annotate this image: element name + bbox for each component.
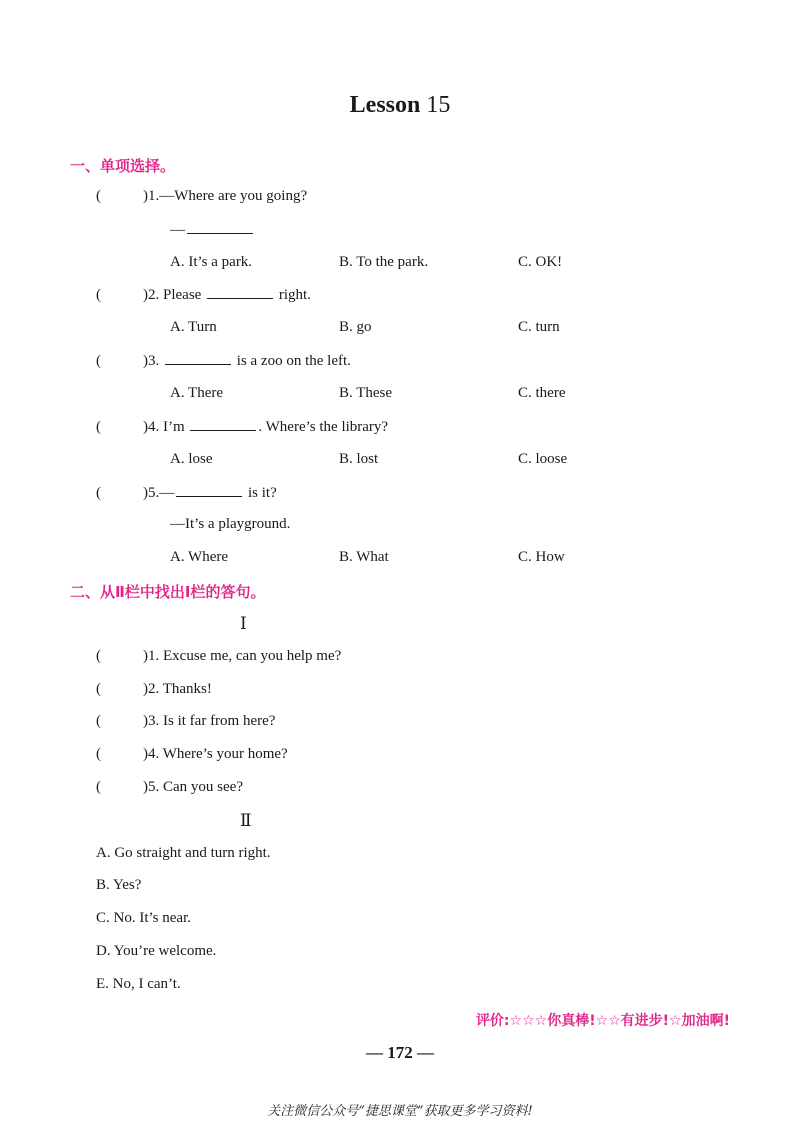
question-number: 2. [148, 287, 160, 303]
title-word: Lesson [349, 92, 421, 118]
question-3: ( )3. is a zoo on the left. [96, 353, 351, 369]
section2-heading: 二、从Ⅱ栏中找出Ⅰ栏的答句。 [70, 583, 266, 601]
match-text: 5. Can you see? [148, 779, 243, 795]
match-text: 1. Excuse me, can you help me? [148, 648, 342, 664]
answer-paren: ( [96, 188, 101, 204]
option: B. lost [339, 451, 379, 467]
match-text: 4. Where’s your home? [148, 746, 288, 762]
question-text: is a zoo on the left. [236, 353, 351, 369]
option: A. lose [170, 451, 213, 467]
question-text: I’m [163, 419, 185, 435]
answer-option-e: E. No, I can’t. [96, 976, 181, 992]
question-5-reply: —It’s a playground. [170, 516, 291, 532]
question-text: —Where are you going? [159, 188, 308, 204]
match-item-5: ( )5. Can you see? [96, 779, 243, 795]
option: A. It’s a park. [170, 254, 253, 270]
question-number: 3. [148, 353, 160, 369]
evaluation-line: 评价:☆☆☆你真棒!☆☆有进步!☆加油啊! [475, 1013, 730, 1029]
question-4: ( )4. I’m . Where’s the library? [96, 419, 389, 435]
question-text: Please [163, 287, 202, 303]
match-text: 3. Is it far from here? [148, 713, 276, 729]
match-item-1: ( )1. Excuse me, can you help me? [96, 648, 342, 664]
option: B. What [339, 549, 389, 565]
option: C. OK! [518, 254, 563, 270]
answer-blank [207, 286, 273, 299]
page-title [0, 92, 800, 119]
option: C. loose [518, 451, 568, 467]
option: C. turn [518, 319, 560, 335]
match-item-2: ( )2. Thanks! [96, 681, 212, 697]
answer-blank [187, 221, 253, 234]
question-text: . Where’s the library? [258, 419, 389, 435]
option: A. Where [170, 549, 229, 565]
answer-paren: ( [96, 648, 101, 664]
answer-blank [165, 352, 231, 365]
answer-paren: ( [96, 746, 101, 762]
section1-heading: 一、单项选择。 [70, 157, 176, 175]
option: C. How [518, 549, 565, 565]
answer-option-d: D. You’re welcome. [96, 943, 217, 959]
question-2: ( )2. Please right. [96, 287, 311, 303]
option: A. There [170, 385, 224, 401]
option: B. These [339, 385, 393, 401]
answer-paren: ( [96, 779, 101, 795]
question-number: 1. [148, 188, 160, 204]
answer-blank [190, 418, 256, 431]
question-1-answer-line: — [170, 221, 255, 239]
answer-option-c: C. No. It’s near. [96, 910, 191, 926]
question-number: 4. [148, 419, 160, 435]
question-5: ( )5.— is it? [96, 485, 277, 501]
answer-option-a: A. Go straight and turn right. [96, 845, 271, 861]
question-number: 5. [148, 485, 160, 501]
answer-paren: ( [96, 419, 101, 435]
option: A. Turn [170, 319, 217, 335]
option: B. To the park. [339, 254, 429, 270]
match-text: 2. Thanks! [148, 681, 212, 697]
answer-paren: ( [96, 485, 101, 501]
answer-paren: ( [96, 353, 101, 369]
option: B. go [339, 319, 372, 335]
match-item-3: ( )3. Is it far from here? [96, 713, 276, 729]
column-2-label: Ⅱ [240, 811, 252, 830]
answer-paren: ( [96, 287, 101, 303]
match-item-4: ( )4. Where’s your home? [96, 746, 288, 762]
column-1-label: Ⅰ [240, 614, 247, 633]
question-1: ( )1.—Where are you going? [96, 188, 308, 204]
answer-option-b: B. Yes? [96, 877, 142, 893]
footer-note: 关注微信公众号“捷思课堂”获取更多学习资料! [267, 1104, 533, 1119]
option: C. there [518, 385, 566, 401]
question-text: — [159, 485, 175, 501]
question-text: is it? [248, 485, 277, 501]
answer-paren: ( [96, 713, 101, 729]
answer-paren: ( [96, 681, 101, 697]
answer-blank [176, 484, 242, 497]
title-number: 15 [426, 92, 451, 118]
page-number: — 172 — [366, 1043, 434, 1062]
question-text: right. [278, 287, 311, 303]
